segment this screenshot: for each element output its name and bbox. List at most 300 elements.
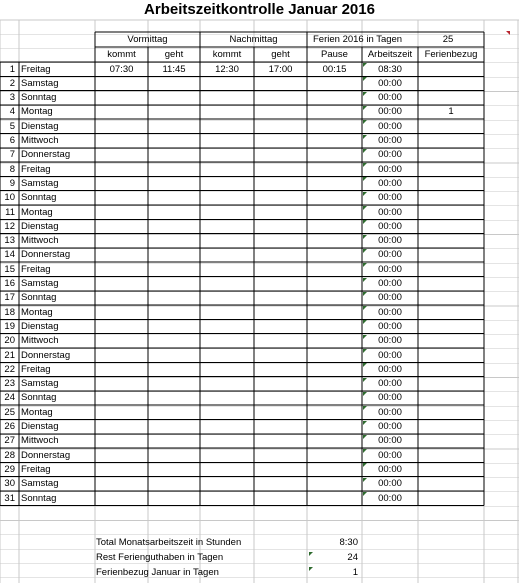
header-arbeitszeit[interactable]: Arbeitszeit (367, 49, 413, 60)
row-number[interactable]: 3 (9, 92, 15, 104)
day-name[interactable]: Samstag (21, 478, 59, 490)
cell-nm_kommt[interactable] (200, 420, 254, 434)
day-name[interactable]: Donnerstag (21, 149, 71, 161)
cell-nm_geht[interactable] (254, 91, 307, 105)
cell-arbeitszeit[interactable]: 00:00 (378, 363, 402, 375)
cell-ferien[interactable] (418, 492, 484, 506)
cell-pause[interactable] (307, 91, 362, 105)
cell-vm_geht[interactable] (148, 234, 200, 248)
cell-nm_kommt[interactable] (200, 148, 254, 162)
cell-nm_geht[interactable] (254, 349, 307, 363)
cell-arbeitszeit[interactable]: 00:00 (378, 278, 402, 289)
cell-vm_geht[interactable] (148, 206, 200, 220)
cell-ferien[interactable] (418, 334, 484, 348)
cell-nm_kommt[interactable] (200, 477, 254, 491)
row-number[interactable]: 23 (4, 378, 15, 390)
cell-vm_kommt[interactable] (95, 105, 148, 119)
cell-nm_kommt[interactable] (200, 363, 254, 377)
row-number[interactable]: 25 (4, 406, 15, 418)
cell-pause[interactable] (307, 406, 362, 420)
row-number[interactable]: 24 (4, 392, 15, 404)
cell-vm_kommt[interactable] (95, 220, 148, 234)
cell-pause[interactable] (307, 191, 362, 205)
cell-nm_geht[interactable] (254, 463, 307, 477)
cell-nm_kommt[interactable] (200, 449, 254, 463)
cell-nm_geht[interactable] (254, 492, 307, 506)
cell-vm_kommt[interactable] (95, 77, 148, 91)
cell-pause[interactable] (307, 234, 362, 248)
cell-vm_kommt[interactable] (95, 263, 148, 277)
cell-arbeitszeit[interactable]: 00:00 (378, 435, 402, 447)
cell-vm_geht[interactable] (148, 492, 200, 506)
row-number[interactable]: 30 (4, 478, 15, 490)
cell-nm_kommt[interactable]: 12:30 (215, 63, 239, 75)
cell-nm_geht[interactable] (254, 220, 307, 234)
cell-pause[interactable] (307, 492, 362, 506)
summary-value[interactable]: 24 (347, 552, 358, 563)
cell-ferien[interactable] (418, 177, 484, 191)
cell-nm_geht[interactable] (254, 177, 307, 191)
cell-vm_kommt[interactable] (95, 134, 148, 148)
cell-nm_kommt[interactable] (200, 349, 254, 363)
cell-vm_geht[interactable] (148, 177, 200, 191)
row-number[interactable]: 31 (4, 492, 15, 504)
day-name[interactable]: Dienstag (21, 320, 59, 332)
row-number[interactable]: 6 (9, 135, 15, 146)
cell-nm_geht[interactable] (254, 306, 307, 320)
cell-nm_kommt[interactable] (200, 234, 254, 248)
cell-ferien[interactable] (418, 306, 484, 320)
cell-nm_kommt[interactable] (200, 492, 254, 506)
row-number[interactable]: 11 (5, 206, 15, 218)
cell-nm_kommt[interactable] (200, 206, 254, 220)
cell-ferien[interactable] (418, 391, 484, 405)
cell-ferien[interactable] (418, 363, 484, 377)
cell-vm_kommt[interactable] (95, 148, 148, 162)
day-name[interactable]: Mittwoch (21, 235, 59, 247)
cell-arbeitszeit[interactable]: 00:00 (378, 349, 402, 361)
cell-pause[interactable] (307, 306, 362, 320)
row-number[interactable]: 4 (9, 106, 15, 118)
cell-vm_kommt[interactable] (95, 363, 148, 377)
day-name[interactable]: Montag (21, 206, 53, 218)
cell-vm_geht[interactable] (148, 248, 200, 262)
cell-vm_kommt[interactable] (95, 234, 148, 248)
day-name[interactable]: Sonntag (21, 192, 57, 204)
day-name[interactable]: Samstag (21, 278, 59, 289)
day-name[interactable]: Mittwoch (21, 335, 59, 347)
cell-nm_geht[interactable] (254, 291, 307, 305)
cell-nm_kommt[interactable] (200, 177, 254, 191)
cell-arbeitszeit[interactable]: 00:00 (378, 478, 402, 490)
cell-ferien[interactable]: 1 (448, 106, 454, 118)
cell-pause[interactable] (307, 391, 362, 405)
cell-ferien[interactable] (418, 291, 484, 305)
cell-vm_geht[interactable] (148, 363, 200, 377)
cell-pause[interactable] (307, 363, 362, 377)
cell-ferien[interactable] (418, 449, 484, 463)
cell-vm_kommt[interactable] (95, 248, 148, 262)
row-number[interactable]: 17 (4, 292, 15, 304)
row-number[interactable]: 5 (9, 120, 15, 132)
cell-vm_geht[interactable] (148, 277, 200, 291)
cell-nm_geht[interactable] (254, 134, 307, 148)
cell-nm_geht[interactable] (254, 191, 307, 205)
cell-pause[interactable] (307, 220, 362, 234)
cell-nm_kommt[interactable] (200, 434, 254, 448)
cell-ferien[interactable] (418, 406, 484, 420)
cell-vm_geht[interactable] (148, 77, 200, 91)
cell-nm_geht[interactable] (254, 277, 307, 291)
cell-ferien[interactable] (418, 234, 484, 248)
cell-nm_geht[interactable] (254, 234, 307, 248)
cell-vm_geht[interactable] (148, 449, 200, 463)
cell-arbeitszeit[interactable]: 00:00 (378, 492, 402, 504)
cell-nm_geht[interactable] (254, 105, 307, 119)
cell-vm_geht[interactable] (148, 306, 200, 320)
cell-ferien[interactable] (418, 134, 484, 148)
row-number[interactable]: 16 (4, 278, 15, 289)
cell-arbeitszeit[interactable]: 00:00 (378, 292, 402, 304)
day-name[interactable]: Samstag (21, 177, 59, 189)
cell-vm_geht[interactable] (148, 148, 200, 162)
row-number[interactable]: 22 (4, 363, 15, 375)
cell-vm_geht[interactable] (148, 463, 200, 477)
cell-nm_geht[interactable]: 17:00 (268, 63, 293, 75)
cell-nm_geht[interactable] (254, 148, 307, 162)
cell-ferien[interactable] (418, 120, 484, 134)
day-name[interactable]: Freitag (21, 463, 51, 475)
day-name[interactable]: Sonntag (21, 92, 57, 104)
cell-arbeitszeit[interactable]: 00:00 (378, 92, 402, 104)
row-number[interactable]: 14 (4, 249, 15, 261)
row-number[interactable]: 2 (9, 77, 15, 89)
cell-nm_geht[interactable] (254, 334, 307, 348)
row-number[interactable]: 28 (4, 449, 15, 461)
cell-arbeitszeit[interactable]: 00:00 (378, 220, 402, 232)
cell-ferien[interactable] (418, 191, 484, 205)
cell-vm_kommt[interactable] (95, 120, 148, 134)
header-ferien-value[interactable]: 25 (442, 34, 454, 45)
day-name[interactable]: Montag (21, 406, 53, 418)
row-number[interactable]: 27 (4, 435, 15, 447)
cell-vm_kommt[interactable] (95, 206, 148, 220)
day-name[interactable]: Mittwoch (21, 435, 59, 447)
cell-vm_kommt[interactable] (95, 163, 148, 177)
day-name[interactable]: Sonntag (21, 392, 57, 404)
cell-vm_kommt[interactable] (95, 306, 148, 320)
cell-nm_kommt[interactable] (200, 391, 254, 405)
cell-nm_geht[interactable] (254, 434, 307, 448)
cell-arbeitszeit[interactable]: 00:00 (378, 235, 402, 247)
summary-value[interactable]: 8:30 (339, 537, 358, 548)
cell-vm_kommt[interactable] (95, 492, 148, 506)
cell-vm_geht[interactable] (148, 220, 200, 234)
cell-nm_geht[interactable] (254, 391, 307, 405)
day-name[interactable]: Donnerstag (21, 449, 71, 461)
cell-ferien[interactable] (418, 248, 484, 262)
cell-vm_geht[interactable] (148, 91, 200, 105)
cell-arbeitszeit[interactable]: 00:00 (378, 306, 402, 318)
cell-vm_geht[interactable] (148, 134, 200, 148)
cell-nm_kommt[interactable] (200, 163, 254, 177)
cell-arbeitszeit[interactable]: 00:00 (378, 335, 402, 347)
cell-ferien[interactable] (418, 320, 484, 334)
cell-vm_kommt[interactable] (95, 320, 148, 334)
cell-nm_kommt[interactable] (200, 406, 254, 420)
cell-vm_geht[interactable] (148, 334, 200, 348)
cell-vm_geht[interactable] (148, 391, 200, 405)
cell-pause[interactable] (307, 163, 362, 177)
cell-vm_kommt[interactable] (95, 191, 148, 205)
header-geht[interactable]: geht (164, 49, 184, 60)
cell-vm_kommt[interactable] (95, 334, 148, 348)
summary-value[interactable]: 1 (352, 567, 358, 578)
header-nachmittag[interactable]: Nachmittag (229, 34, 278, 45)
cell-vm_geht[interactable] (148, 320, 200, 334)
cell-vm_kommt[interactable] (95, 377, 148, 391)
cell-vm_kommt[interactable] (95, 463, 148, 477)
day-name[interactable]: Dienstag (21, 220, 59, 232)
cell-vm_kommt[interactable] (95, 477, 148, 491)
cell-arbeitszeit[interactable]: 00:00 (378, 149, 402, 161)
cell-arbeitszeit[interactable]: 00:00 (378, 378, 402, 390)
cell-ferien[interactable] (418, 463, 484, 477)
day-name[interactable]: Sonntag (21, 492, 57, 504)
day-name[interactable]: Samstag (21, 378, 59, 390)
cell-nm_kommt[interactable] (200, 320, 254, 334)
cell-pause[interactable] (307, 291, 362, 305)
cell-arbeitszeit[interactable]: 00:00 (378, 421, 402, 432)
header-kommt[interactable]: kommt (212, 49, 242, 60)
header-pause[interactable]: Pause (321, 49, 348, 60)
day-name[interactable]: Montag (21, 106, 53, 118)
cell-nm_geht[interactable] (254, 477, 307, 491)
row-number[interactable]: 9 (9, 177, 15, 189)
cell-nm_kommt[interactable] (200, 291, 254, 305)
cell-pause[interactable] (307, 334, 362, 348)
header-ferienbezug[interactable]: Ferienbezug (424, 49, 478, 60)
cell-vm_kommt[interactable] (95, 291, 148, 305)
cell-nm_geht[interactable] (254, 363, 307, 377)
cell-vm_geht[interactable] (148, 377, 200, 391)
cell-arbeitszeit[interactable]: 00:00 (378, 135, 402, 146)
day-name[interactable]: Freitag (21, 63, 51, 75)
cell-pause[interactable] (307, 477, 362, 491)
cell-pause[interactable] (307, 377, 362, 391)
cell-nm_kommt[interactable] (200, 377, 254, 391)
cell-vm_kommt[interactable] (95, 434, 148, 448)
day-name[interactable]: Mittwoch (21, 135, 59, 146)
cell-pause[interactable] (307, 148, 362, 162)
cell-pause[interactable] (307, 349, 362, 363)
cell-arbeitszeit[interactable]: 00:00 (378, 106, 402, 118)
cell-nm_geht[interactable] (254, 320, 307, 334)
cell-nm_kommt[interactable] (200, 91, 254, 105)
cell-nm_geht[interactable] (254, 420, 307, 434)
cell-vm_geht[interactable] (148, 191, 200, 205)
row-number[interactable]: 18 (4, 306, 15, 318)
row-number[interactable]: 13 (4, 235, 15, 247)
cell-ferien[interactable] (418, 63, 484, 77)
row-number[interactable]: 26 (4, 421, 15, 432)
cell-arbeitszeit[interactable]: 00:00 (378, 177, 402, 189)
cell-vm_kommt[interactable] (95, 449, 148, 463)
cell-nm_geht[interactable] (254, 406, 307, 420)
cell-vm_kommt[interactable]: 07:30 (109, 63, 134, 75)
cell-arbeitszeit[interactable]: 00:00 (378, 163, 402, 175)
day-name[interactable]: Freitag (21, 263, 51, 275)
cell-ferien[interactable] (418, 263, 484, 277)
cell-nm_kommt[interactable] (200, 248, 254, 262)
summary-label[interactable]: Ferienbezug Januar in Tagen (96, 567, 219, 578)
cell-ferien[interactable] (418, 163, 484, 177)
cell-pause[interactable] (307, 206, 362, 220)
summary-label[interactable]: Rest Ferienguthaben in Tagen (96, 552, 224, 563)
cell-ferien[interactable] (418, 434, 484, 448)
day-name[interactable]: Donnerstag (21, 249, 71, 261)
cell-vm_geht[interactable] (148, 349, 200, 363)
cell-arbeitszeit[interactable]: 00:00 (378, 249, 402, 261)
header-ferien-label[interactable]: Ferien 2016 in Tagen (313, 34, 403, 45)
cell-vm_kommt[interactable] (95, 349, 148, 363)
header-vormittag[interactable]: Vormittag (127, 34, 168, 45)
cell-nm_kommt[interactable] (200, 334, 254, 348)
cell-vm_kommt[interactable] (95, 277, 148, 291)
cell-nm_kommt[interactable] (200, 306, 254, 320)
cell-arbeitszeit[interactable]: 00:00 (378, 392, 402, 404)
cell-vm_kommt[interactable] (95, 391, 148, 405)
row-number[interactable]: 15 (4, 263, 15, 275)
cell-pause[interactable] (307, 134, 362, 148)
cell-vm_geht[interactable] (148, 406, 200, 420)
cell-arbeitszeit[interactable]: 00:00 (378, 406, 402, 418)
cell-pause[interactable] (307, 420, 362, 434)
cell-nm_geht[interactable] (254, 163, 307, 177)
cell-vm_kommt[interactable] (95, 91, 148, 105)
cell-nm_kommt[interactable] (200, 105, 254, 119)
cell-nm_kommt[interactable] (200, 77, 254, 91)
row-number[interactable]: 19 (4, 320, 15, 332)
cell-arbeitszeit[interactable]: 08:30 (378, 63, 402, 75)
cell-ferien[interactable] (418, 477, 484, 491)
row-number[interactable]: 10 (4, 192, 15, 204)
cell-nm_geht[interactable] (254, 248, 307, 262)
cell-nm_geht[interactable] (254, 449, 307, 463)
comment-marker-icon (506, 31, 510, 35)
cell-nm_kommt[interactable] (200, 120, 254, 134)
cell-nm_geht[interactable] (254, 206, 307, 220)
cell-pause[interactable] (307, 120, 362, 134)
day-name[interactable]: Dienstag (21, 120, 59, 132)
cell-pause[interactable] (307, 263, 362, 277)
row-number[interactable]: 8 (9, 163, 15, 175)
cell-vm_geht[interactable] (148, 105, 200, 119)
cell-nm_kommt[interactable] (200, 134, 254, 148)
cell-arbeitszeit[interactable]: 00:00 (378, 449, 402, 461)
cell-vm_kommt[interactable] (95, 406, 148, 420)
cell-ferien[interactable] (418, 77, 484, 91)
cell-ferien[interactable] (418, 349, 484, 363)
day-name[interactable]: Samstag (21, 77, 59, 89)
cell-vm_geht[interactable] (148, 477, 200, 491)
cell-arbeitszeit[interactable]: 00:00 (378, 206, 402, 218)
cell-nm_kommt[interactable] (200, 277, 254, 291)
cell-vm_kommt[interactable] (95, 177, 148, 191)
formula-marker-icon (363, 77, 367, 81)
cell-arbeitszeit[interactable]: 00:00 (378, 77, 402, 89)
cell-ferien[interactable] (418, 148, 484, 162)
cell-vm_kommt[interactable] (95, 420, 148, 434)
row-number[interactable]: 7 (9, 149, 15, 161)
cell-vm_geht[interactable]: 11:45 (162, 63, 186, 75)
row-number[interactable]: 29 (4, 463, 15, 475)
row-number[interactable]: 1 (9, 63, 15, 75)
day-name[interactable]: Donnerstag (21, 349, 71, 361)
header-geht[interactable]: geht (271, 49, 290, 60)
day-name[interactable]: Freitag (21, 163, 51, 175)
cell-pause[interactable]: 00:15 (322, 63, 347, 75)
cell-ferien[interactable] (418, 220, 484, 234)
cell-arbeitszeit[interactable]: 00:00 (378, 463, 402, 475)
formula-marker-icon (363, 263, 367, 267)
row-number[interactable]: 12 (4, 220, 15, 232)
row-number[interactable]: 21 (4, 349, 15, 361)
cell-ferien[interactable] (418, 420, 484, 434)
cell-nm_kommt[interactable] (200, 191, 254, 205)
cell-vm_geht[interactable] (148, 291, 200, 305)
cell-vm_geht[interactable] (148, 120, 200, 134)
cell-arbeitszeit[interactable]: 00:00 (378, 320, 402, 332)
cell-vm_geht[interactable] (148, 263, 200, 277)
cell-arbeitszeit[interactable]: 00:00 (378, 120, 402, 132)
cell-nm_kommt[interactable] (200, 263, 254, 277)
cell-arbeitszeit[interactable]: 00:00 (378, 263, 402, 275)
cell-ferien[interactable] (418, 206, 484, 220)
day-name[interactable]: Freitag (21, 363, 51, 375)
cell-nm_geht[interactable] (254, 120, 307, 134)
row-number[interactable]: 20 (4, 335, 15, 347)
cell-nm_kommt[interactable] (200, 463, 254, 477)
cell-pause[interactable] (307, 449, 362, 463)
cell-pause[interactable] (307, 434, 362, 448)
cell-pause[interactable] (307, 248, 362, 262)
cell-ferien[interactable] (418, 277, 484, 291)
day-name[interactable]: Sonntag (21, 292, 57, 304)
cell-pause[interactable] (307, 277, 362, 291)
cell-nm_geht[interactable] (254, 77, 307, 91)
cell-ferien[interactable] (418, 91, 484, 105)
day-name[interactable]: Montag (21, 306, 53, 318)
cell-pause[interactable] (307, 463, 362, 477)
cell-arbeitszeit[interactable]: 00:00 (378, 192, 402, 204)
cell-vm_geht[interactable] (148, 163, 200, 177)
summary-label[interactable]: Total Monatsarbeitszeit in Stunden (96, 537, 242, 548)
cell-nm_geht[interactable] (254, 377, 307, 391)
cell-ferien[interactable] (418, 377, 484, 391)
formula-marker-icon (363, 320, 367, 324)
header-kommt[interactable]: kommt (107, 49, 136, 60)
day-name[interactable]: Dienstag (21, 421, 59, 432)
cell-pause[interactable] (307, 105, 362, 119)
cell-vm_geht[interactable] (148, 420, 200, 434)
cell-pause[interactable] (307, 320, 362, 334)
cell-nm_kommt[interactable] (200, 220, 254, 234)
cell-pause[interactable] (307, 77, 362, 91)
cell-vm_geht[interactable] (148, 434, 200, 448)
cell-nm_geht[interactable] (254, 263, 307, 277)
cell-pause[interactable] (307, 177, 362, 191)
